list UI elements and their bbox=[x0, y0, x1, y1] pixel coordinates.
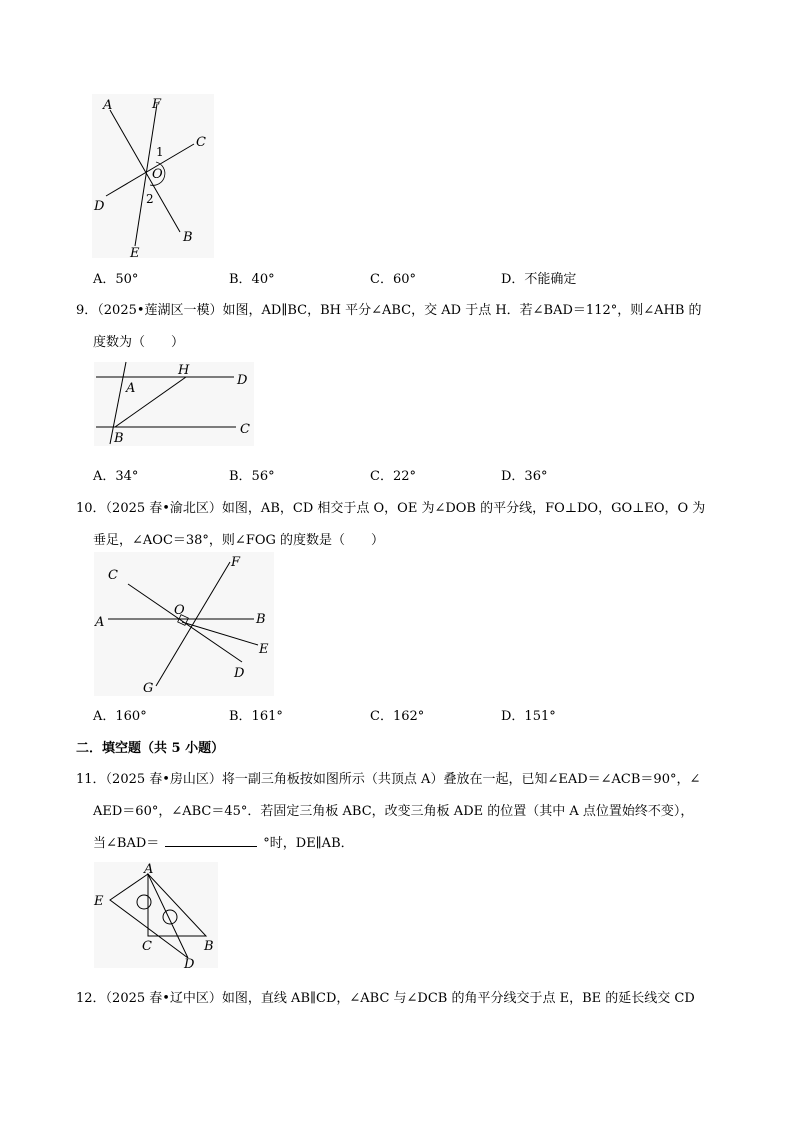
q9-stem-line2: 度数为（ ） bbox=[93, 335, 185, 350]
q8-label-two: 2 bbox=[146, 192, 154, 206]
q10-label-d: D bbox=[234, 666, 245, 681]
q9-option-d: D．36° bbox=[501, 469, 548, 484]
section-fill-in-title: 二．填空题（共 5 小题） bbox=[76, 741, 225, 756]
q11-stem-after-blank: °时，DE∥AB． bbox=[263, 836, 354, 851]
q10-stem-line1: 10．（2025 春•渝北区）如图，AB，CD 相交于点 O，OE 为∠DOB 的平分线，FO⊥DO，GO⊥EO，O 为 bbox=[76, 501, 706, 516]
q11-figure bbox=[90, 860, 222, 972]
q10-option-c: C．162° bbox=[370, 709, 425, 724]
q9-label-h: H bbox=[178, 363, 190, 378]
q10-label-g: G bbox=[143, 681, 154, 696]
q9-figure bbox=[90, 360, 260, 448]
q9-option-c: C．22° bbox=[370, 469, 416, 484]
q11-label-e: E bbox=[94, 894, 104, 909]
q9-label-b: B bbox=[114, 431, 124, 446]
q10-option-b: B．161° bbox=[229, 709, 283, 724]
q9-label-a: A bbox=[126, 381, 136, 396]
q8-label-c: C bbox=[196, 135, 206, 150]
q12-stem-line1: 12．（2025 春•辽中区）如图，直线 AB∥CD，∠ABC 与∠DCB 的角平分线交于点 E，BE 的延长线交 CD bbox=[76, 991, 695, 1006]
q10-label-b: B bbox=[256, 612, 266, 627]
q10-label-c: C bbox=[108, 568, 118, 583]
q8-option-c: C．60° bbox=[370, 272, 416, 287]
q8-figure bbox=[88, 92, 218, 260]
q8-label-o: O bbox=[152, 167, 163, 182]
q10-label-f: F bbox=[231, 555, 241, 570]
q10-stem-line2: 垂足，∠AOC＝38°，则∠FOG 的度数是（ ） bbox=[93, 533, 385, 548]
q8-option-a: A．50° bbox=[93, 272, 139, 287]
q8-option-b: B．40° bbox=[229, 272, 275, 287]
q9-label-c: C bbox=[240, 422, 250, 437]
q11-label-c: C bbox=[142, 939, 152, 954]
q8-label-a: A bbox=[103, 98, 113, 113]
q11-label-a: A bbox=[144, 862, 154, 877]
q10-label-e: E bbox=[259, 642, 269, 657]
q11-stem-line1: 11．（2025 春•房山区）将一副三角板按如图所示（共顶点 A）叠放在一起，已知∠EAD＝∠ACB＝90°，∠ bbox=[76, 772, 701, 787]
q11-stem-before-blank: 当∠BAD＝ bbox=[93, 836, 160, 851]
q10-figure bbox=[90, 550, 280, 698]
q11-stem-line3 bbox=[93, 832, 354, 851]
q11-stem-line2: AED＝60°，∠ABC＝45°．若固定三角板 ABC，改变三角板 ADE 的位置（其中 A 点位置始终不变）， bbox=[93, 804, 694, 819]
q8-option-d: D．不能确定 bbox=[501, 272, 577, 287]
q9-option-a: A．34° bbox=[93, 469, 139, 484]
q11-label-d: D bbox=[184, 957, 195, 972]
q9-stem-line1: 9．（2025•莲湖区一模）如图，AD∥BC，BH 平分∠ABC，交 AD 于点 H．若∠BAD＝112°，则∠AHB 的 bbox=[76, 303, 702, 318]
q8-label-d: D bbox=[94, 199, 105, 214]
q8-label-f: F bbox=[152, 97, 162, 112]
q8-label-e: E bbox=[130, 246, 140, 260]
q10-label-a: A bbox=[95, 615, 105, 630]
q8-label-one: 1 bbox=[156, 145, 164, 159]
q9-option-b: B．56° bbox=[229, 469, 275, 484]
q11-label-b: B bbox=[204, 939, 214, 954]
q8-label-b: B bbox=[183, 230, 193, 245]
q10-option-a: A．160° bbox=[93, 709, 147, 724]
q9-label-d: D bbox=[237, 373, 248, 388]
q10-label-o: O bbox=[174, 603, 185, 618]
q11-answer-blank[interactable] bbox=[165, 834, 257, 847]
q10-option-d: D．151° bbox=[501, 709, 556, 724]
